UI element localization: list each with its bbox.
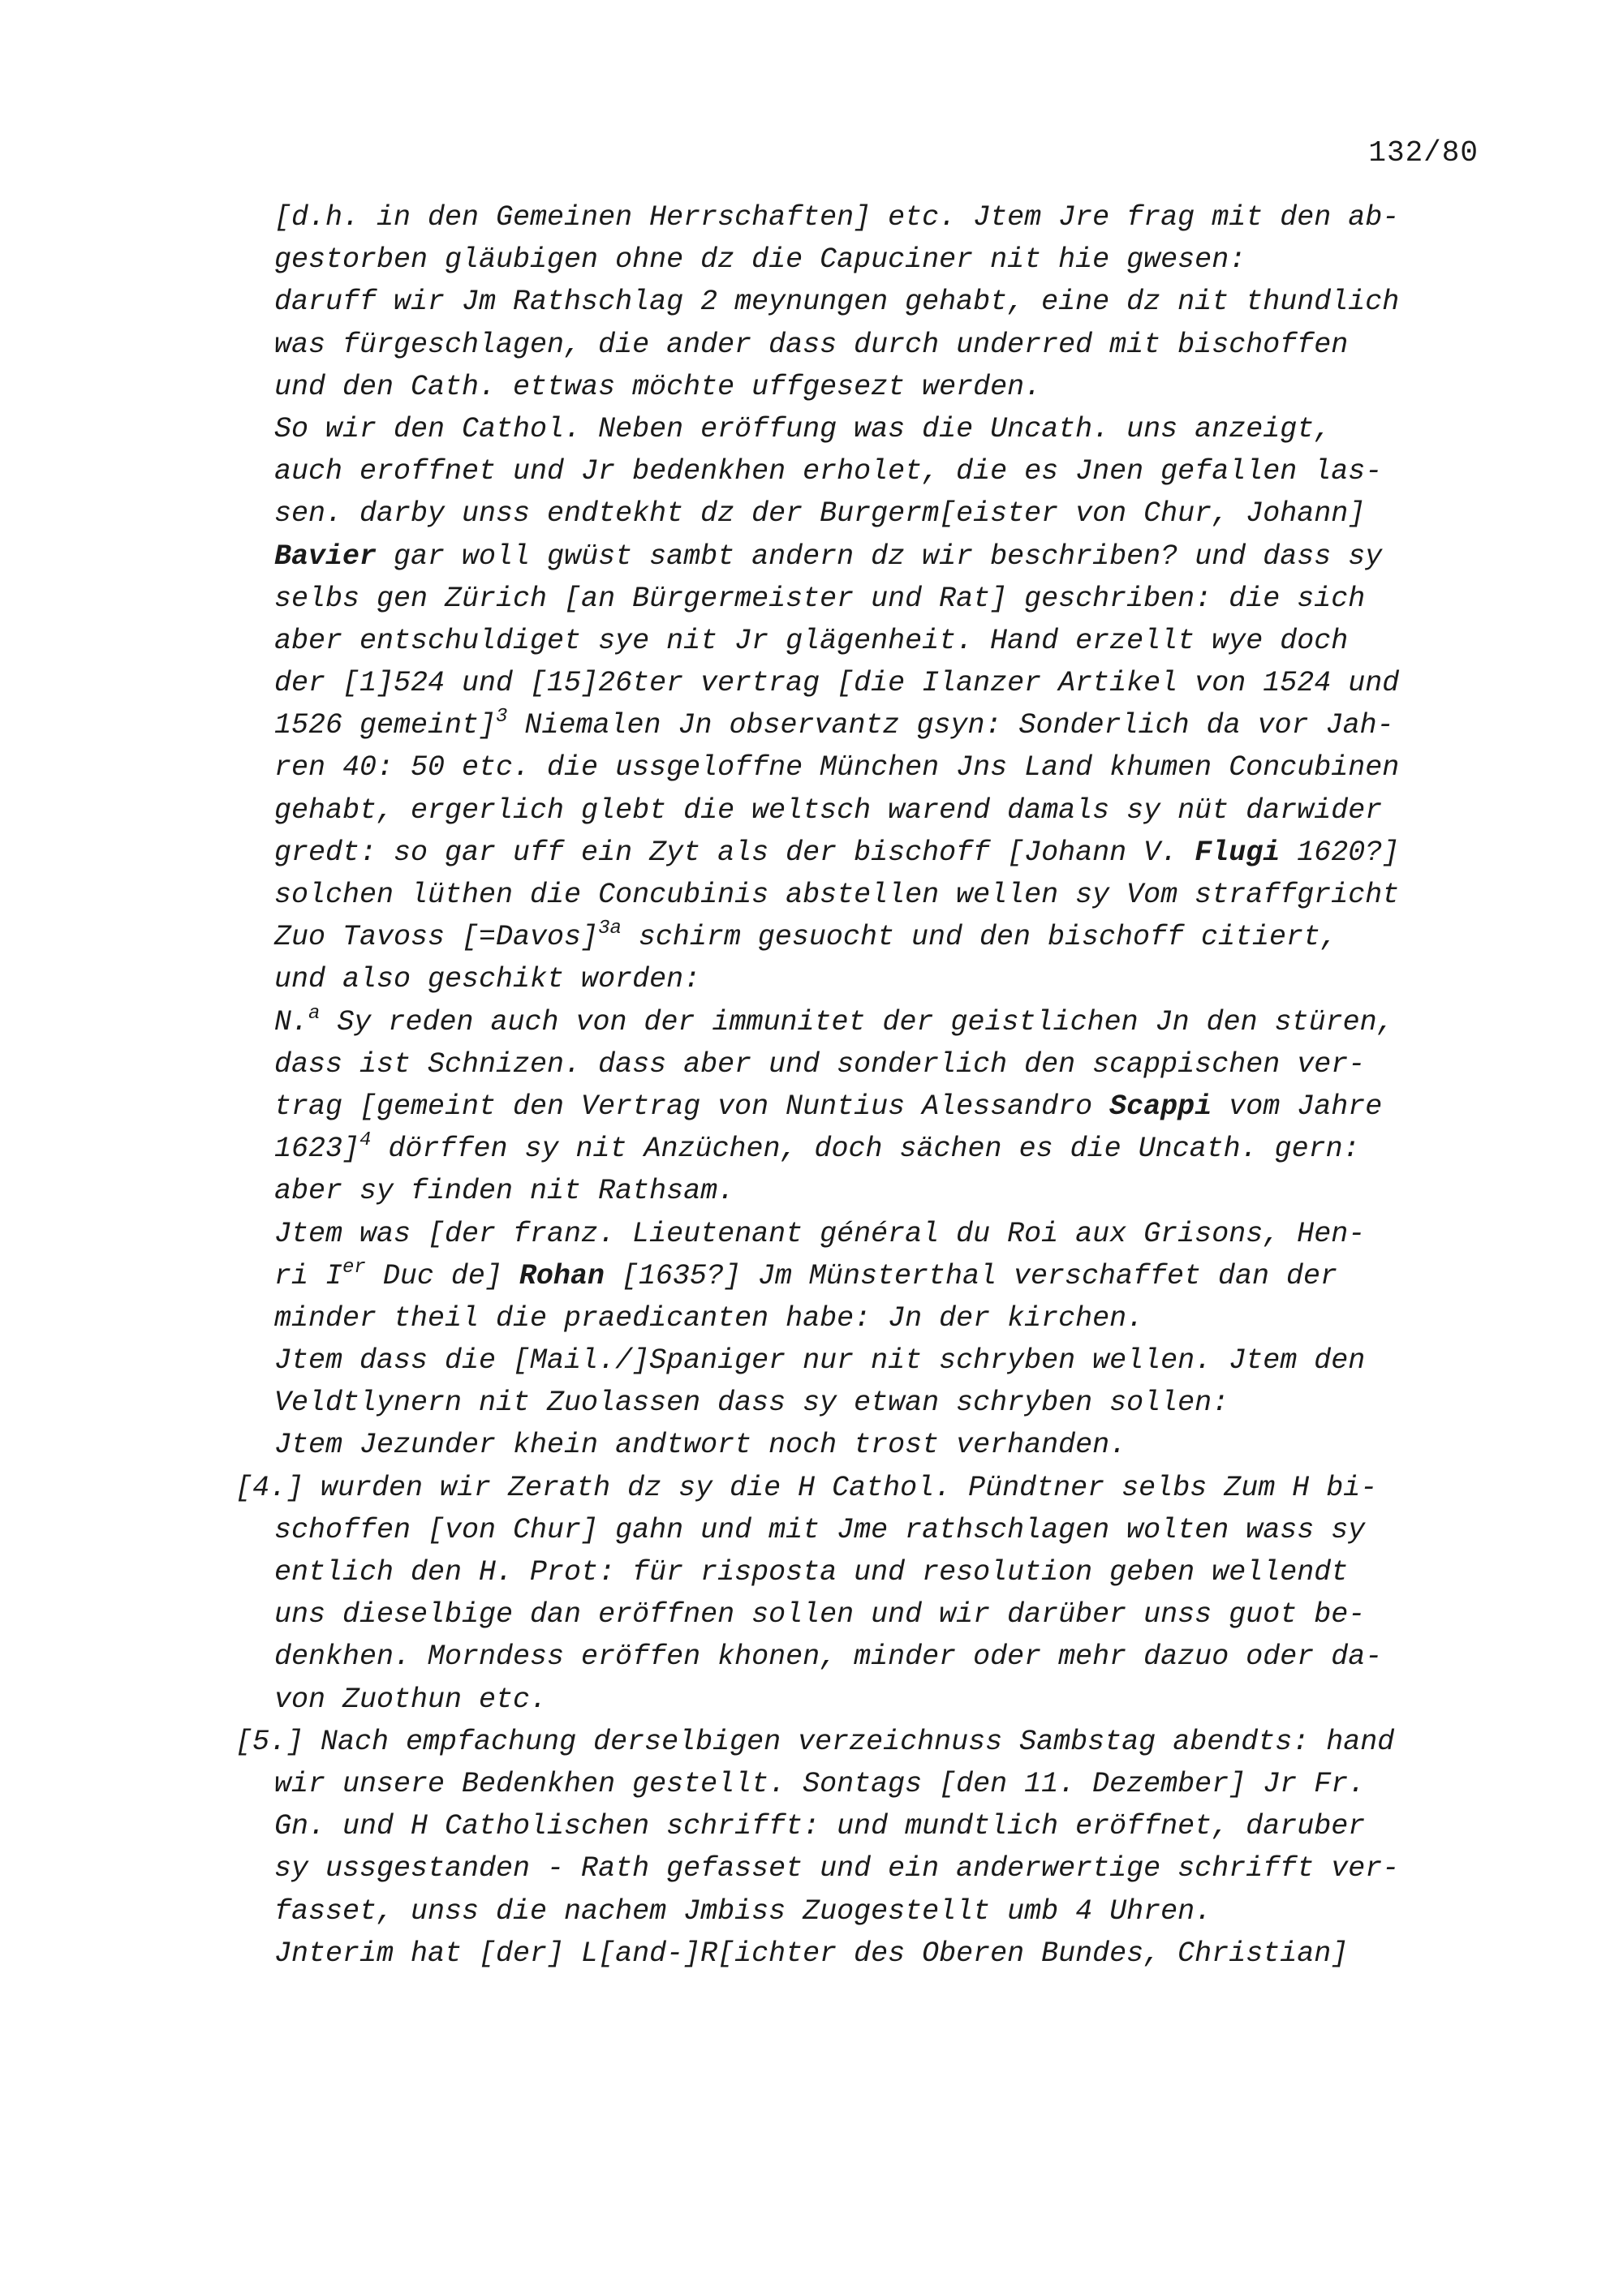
text-line: auch eroffnet und Jr bedenkhen erholet, die es Jnen gefallen las-	[274, 455, 1383, 488]
footnote-marker: a	[308, 1002, 321, 1025]
text-run: Duc de]	[365, 1259, 519, 1292]
text-line: Jtem was [der franz. Lieutenant général du Roi aux Grisons, Hen-	[274, 1217, 1366, 1250]
text-line: der [1]524 und [15]26ter vertrag [die Ilanzer Artikel von 1524 und	[274, 667, 1400, 700]
text-line: von Zuothun etc.	[274, 1683, 548, 1716]
text-line	[235, 704, 1493, 746]
text-run: Niemalen Jn observantz gsyn: Sonderlich da vor Jah-	[507, 709, 1394, 742]
text-line	[235, 1128, 1493, 1170]
text-line: was fürgeschlagen, die ander dass durch underred mit bischoffen	[274, 328, 1349, 361]
text-run: gar woll gwüst sambt andern dz wir beschriben? und dass sy	[377, 540, 1383, 573]
text-run: Sy reden auch von der immunitet der geistlichen Jn den stüren,	[320, 1005, 1394, 1038]
text-line: ren 40: 50 etc. die ussgeloffne München Jns Land khumen Concubinen	[274, 751, 1400, 785]
text-run: schirm gesuocht und den bischoff citiert,	[621, 921, 1338, 954]
text-line	[235, 1086, 1493, 1128]
footnote-marker: 4	[359, 1129, 372, 1152]
text-line: aber entschuldiget sye nit Jr glägenheit. Hand erzellt wye doch	[274, 624, 1349, 657]
text-line: [4.] wurden wir Zerath dz sy die H Cathol. Pündtner selbs Zum H bi-	[235, 1471, 1378, 1504]
text-line: Jnterim hat [der] L[and-]R[ichter des Oberen Bundes, Christian]	[274, 1937, 1349, 1970]
text-run: Zuo Tavoss [=Davos]	[274, 921, 599, 954]
text-line: schoffen [von Chur] gahn und mit Jme rathschlagen wolten wass sy	[274, 1513, 1366, 1546]
text-run: 1623]	[274, 1133, 360, 1166]
text-line: wir unsere Bedenkhen gestellt. Sontags [den 11. Dezember] Jr Fr.	[274, 1767, 1366, 1800]
bold-name: Bavier	[274, 540, 377, 573]
text-line: sy ussgestanden - Rath gefasset und ein anderwertige schrifft ver-	[274, 1852, 1400, 1885]
text-line: So wir den Cathol. Neben eröffung was die Uncath. uns anzeigt,	[274, 412, 1332, 445]
text-line: aber sy finden nit Rathsam.	[274, 1175, 735, 1208]
text-line: gestorben gläubigen ohne dz die Capuciner nit hie gwesen:	[274, 243, 1246, 277]
text-line: sen. darby unss endtekht dz der Burgerm[eister von Chur, Johann]	[274, 497, 1366, 531]
text-line	[235, 1001, 1493, 1043]
text-run: gredt: so gar uff ein Zyt als der bischoff [Johann V.	[274, 836, 1195, 869]
text-run: trag [gemeint den Vertrag von Nuntius Alessandro	[274, 1090, 1110, 1123]
text-line: entlich den H. Prot: für risposta und resolution geben wellendt	[274, 1556, 1349, 1589]
text-line	[235, 535, 1493, 578]
footnote-marker: er	[342, 1256, 366, 1279]
text-line: minder theil die praedicanten habe: Jn der kirchen.	[274, 1301, 1144, 1335]
text-run: 1526 gemeint]	[274, 709, 497, 742]
text-line	[235, 1255, 1493, 1297]
text-line: daruff wir Jm Rathschlag 2 meynungen gehabt, eine dz nit thundlich	[274, 286, 1400, 319]
footnote-marker: 3	[496, 706, 508, 729]
text-run: N.	[274, 1005, 309, 1038]
text-line: Gn. und H Catholischen schrifft: und mundtlich eröffnet, daruber	[274, 1810, 1366, 1843]
text-line: und den Cath. ettwas möchte uffgesezt werden.	[274, 370, 1042, 403]
text-run: 1620?]	[1280, 836, 1400, 869]
text-line: fasset, unss die nachem Jmbiss Zuogestellt umb 4 Uhren.	[274, 1894, 1212, 1928]
text-line: gehabt, ergerlich glebt die weltsch warend damals sy nüt darwider	[274, 793, 1383, 827]
bold-name: Rohan	[519, 1259, 605, 1292]
page-number: 132/80	[1368, 136, 1479, 170]
bold-name: Flugi	[1195, 836, 1281, 869]
footnote-marker: 3a	[598, 918, 622, 940]
text-run: ri I	[274, 1259, 343, 1292]
text-line: solchen lüthen die Concubinis abstellen wellen sy Vom straffgricht	[274, 879, 1400, 911]
text-run: vom Jahre	[1212, 1090, 1383, 1123]
text-line: denkhen. Morndess eröffen khonen, minder oder mehr dazuo oder da-	[274, 1640, 1383, 1674]
text-run: dörffen sy nit Anzüchen, doch sächen es die Uncath. gern:	[371, 1133, 1360, 1166]
text-line: Veldtlynern nit Zuolassen dass sy etwan schryben sollen:	[274, 1387, 1229, 1420]
text-line: [d.h. in den Gemeinen Herrschaften] etc. Jtem Jre frag mit den ab-	[274, 201, 1400, 234]
text-line: Jtem Jezunder khein andtwort noch trost verhanden.	[274, 1429, 1127, 1462]
text-line	[235, 832, 1493, 874]
text-line: dass ist Schnizen. dass aber und sonderlich den scappischen ver-	[274, 1047, 1366, 1081]
text-line: Jtem dass die [Mail./]Spaniger nur nit schryben wellen. Jtem den	[274, 1344, 1366, 1378]
text-line: [5.] Nach empfachung derselbigen verzeichnuss Sambstag abendts: hand	[235, 1725, 1395, 1758]
text-line: selbs gen Zürich [an Bürgermeister und Rat] geschriben: die sich	[274, 582, 1366, 615]
text-line: und also geschikt worden:	[274, 963, 701, 996]
bold-name: Scappi	[1109, 1090, 1212, 1123]
text-run: [1635?] Jm Münsterthal verschaffet dan der	[604, 1259, 1338, 1292]
text-line	[235, 916, 1493, 958]
document-body	[235, 196, 1493, 1975]
text-line: uns dieselbige dan eröffnen sollen und wir darüber unss guot be-	[274, 1598, 1366, 1632]
